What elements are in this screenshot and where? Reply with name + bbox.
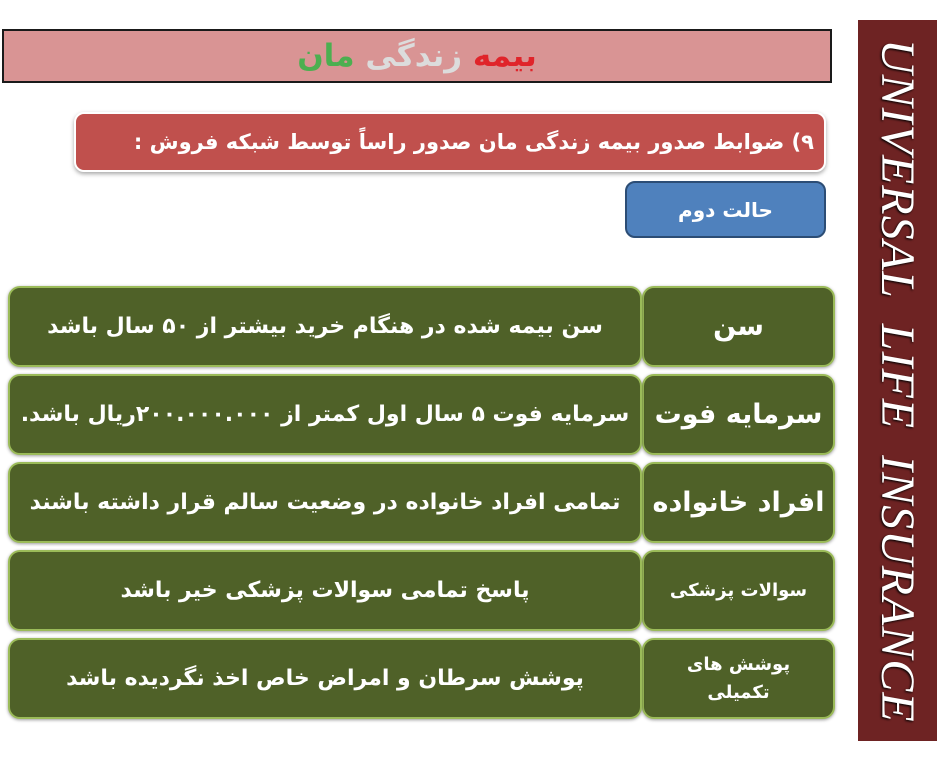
title-word-3: مان bbox=[297, 38, 355, 74]
row-value: تمامی افراد خانواده در وضعیت سالم قرار داشته باشند bbox=[8, 462, 642, 543]
row-value: پاسخ تمامی سوالات پزشکی خیر باشد bbox=[8, 550, 642, 631]
title-word-2: زندگی bbox=[365, 38, 463, 74]
row-label: سن bbox=[642, 286, 835, 367]
criteria-row-medical bbox=[8, 550, 835, 631]
case-label-box: حالت دوم bbox=[625, 181, 826, 238]
row-label: افراد خانواده bbox=[642, 462, 835, 543]
section-heading: ۹) ضوابط صدور بیمه زندگی مان صدور راساً توسط شبکه فروش : bbox=[74, 112, 826, 172]
criteria-row-family bbox=[8, 462, 835, 543]
row-label: سرمایه فوت bbox=[642, 374, 835, 455]
title-word-1: بیمه bbox=[472, 38, 537, 74]
row-label: پوشش های تکمیلی bbox=[642, 638, 835, 719]
criteria-row-age bbox=[8, 286, 835, 367]
page-title bbox=[2, 29, 832, 83]
row-value: سن بیمه شده در هنگام خرید بیشتر از ۵۰ سال باشد bbox=[8, 286, 642, 367]
criteria-row-supplementary bbox=[8, 638, 835, 719]
side-banner-text: UNIVERSAL LIFE INSURANCE bbox=[871, 38, 924, 723]
row-label: سوالات پزشکی bbox=[642, 550, 835, 631]
row-value: سرمایه فوت ۵ سال اول کمتر از ۲۰۰.۰۰۰.۰۰۰ریال باشد. bbox=[8, 374, 642, 455]
row-value: پوشش سرطان و امراض خاص اخذ نگردیده باشد bbox=[8, 638, 642, 719]
side-banner bbox=[858, 20, 937, 741]
criteria-row-death-capital bbox=[8, 374, 835, 455]
